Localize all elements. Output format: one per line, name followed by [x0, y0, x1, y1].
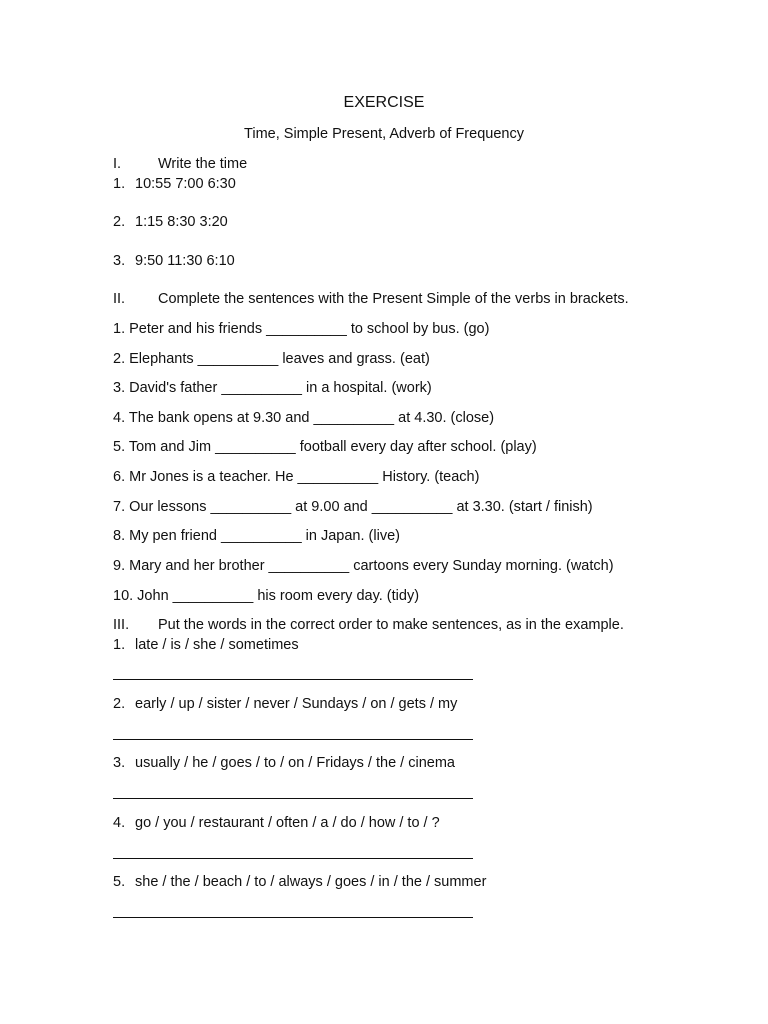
fill-in-sentence: 2. Elephants __________ leaves and grass. (eat): [113, 351, 430, 367]
word-order-item-number: 3.: [113, 755, 126, 771]
fill-in-sentence: 6. Mr Jones is a teacher. He __________ History. (teach): [113, 469, 480, 485]
fill-in-sentence: 10. John __________ his room every day. (tidy): [113, 588, 420, 604]
section-1-instruction: Write the time: [158, 156, 248, 172]
word-order-item-number: 1.: [113, 637, 126, 653]
fill-in-sentence: 9. Mary and her brother __________ cartoons every Sunday morning. (watch): [113, 558, 614, 574]
time-item-text: 1:15 8:30 3:20: [135, 214, 228, 230]
time-item-number: 2.: [113, 214, 126, 230]
word-order-item-number: 4.: [113, 815, 126, 831]
section-2-instruction: Complete the sentences with the Present Simple of the verbs in brackets.: [158, 291, 629, 307]
answer-line: [113, 858, 473, 859]
time-item-number: 1.: [113, 176, 126, 192]
fill-in-sentence: 7. Our lessons __________ at 9.00 and __________ at 3.30. (start / finish): [113, 499, 593, 515]
word-order-item-text: she / the / beach / to / always / goes / in / the / summer: [135, 874, 487, 890]
answer-line: [113, 798, 473, 799]
answer-line: [113, 739, 473, 740]
section-3-instruction: Put the words in the correct order to make sentences, as in the example.: [158, 617, 624, 633]
word-order-item-number: 2.: [113, 696, 126, 712]
section-1-number: I.: [113, 156, 122, 172]
word-order-item-number: 5.: [113, 874, 126, 890]
fill-in-sentence: 1. Peter and his friends __________ to school by bus. (go): [113, 321, 490, 337]
fill-in-sentence: 8. My pen friend __________ in Japan. (live): [113, 528, 400, 544]
time-item-number: 3.: [113, 253, 126, 269]
time-item-text: 9:50 11:30 6:10: [135, 253, 235, 269]
word-order-item-text: late / is / she / sometimes: [135, 637, 299, 653]
page-title: EXERCISE: [343, 94, 425, 111]
word-order-item-text: go / you / restaurant / often / a / do / how / to / ?: [135, 815, 440, 831]
word-order-item-text: usually / he / goes / to / on / Fridays / the / cinema: [135, 755, 455, 771]
time-item-text: 10:55 7:00 6:30: [135, 176, 236, 192]
section-2-number: II.: [113, 291, 126, 307]
fill-in-sentence: 5. Tom and Jim __________ football every day after school. (play): [113, 439, 537, 455]
section-3-number: III.: [113, 617, 130, 633]
page-subtitle: Time, Simple Present, Adverb of Frequency: [244, 126, 524, 142]
answer-line: [113, 917, 473, 918]
answer-line: [113, 679, 473, 680]
fill-in-sentence: 3. David's father __________ in a hospital. (work): [113, 380, 432, 396]
fill-in-sentence: 4. The bank opens at 9.30 and __________ at 4.30. (close): [113, 410, 495, 426]
word-order-item-text: early / up / sister / never / Sundays / on / gets / my: [135, 696, 458, 712]
